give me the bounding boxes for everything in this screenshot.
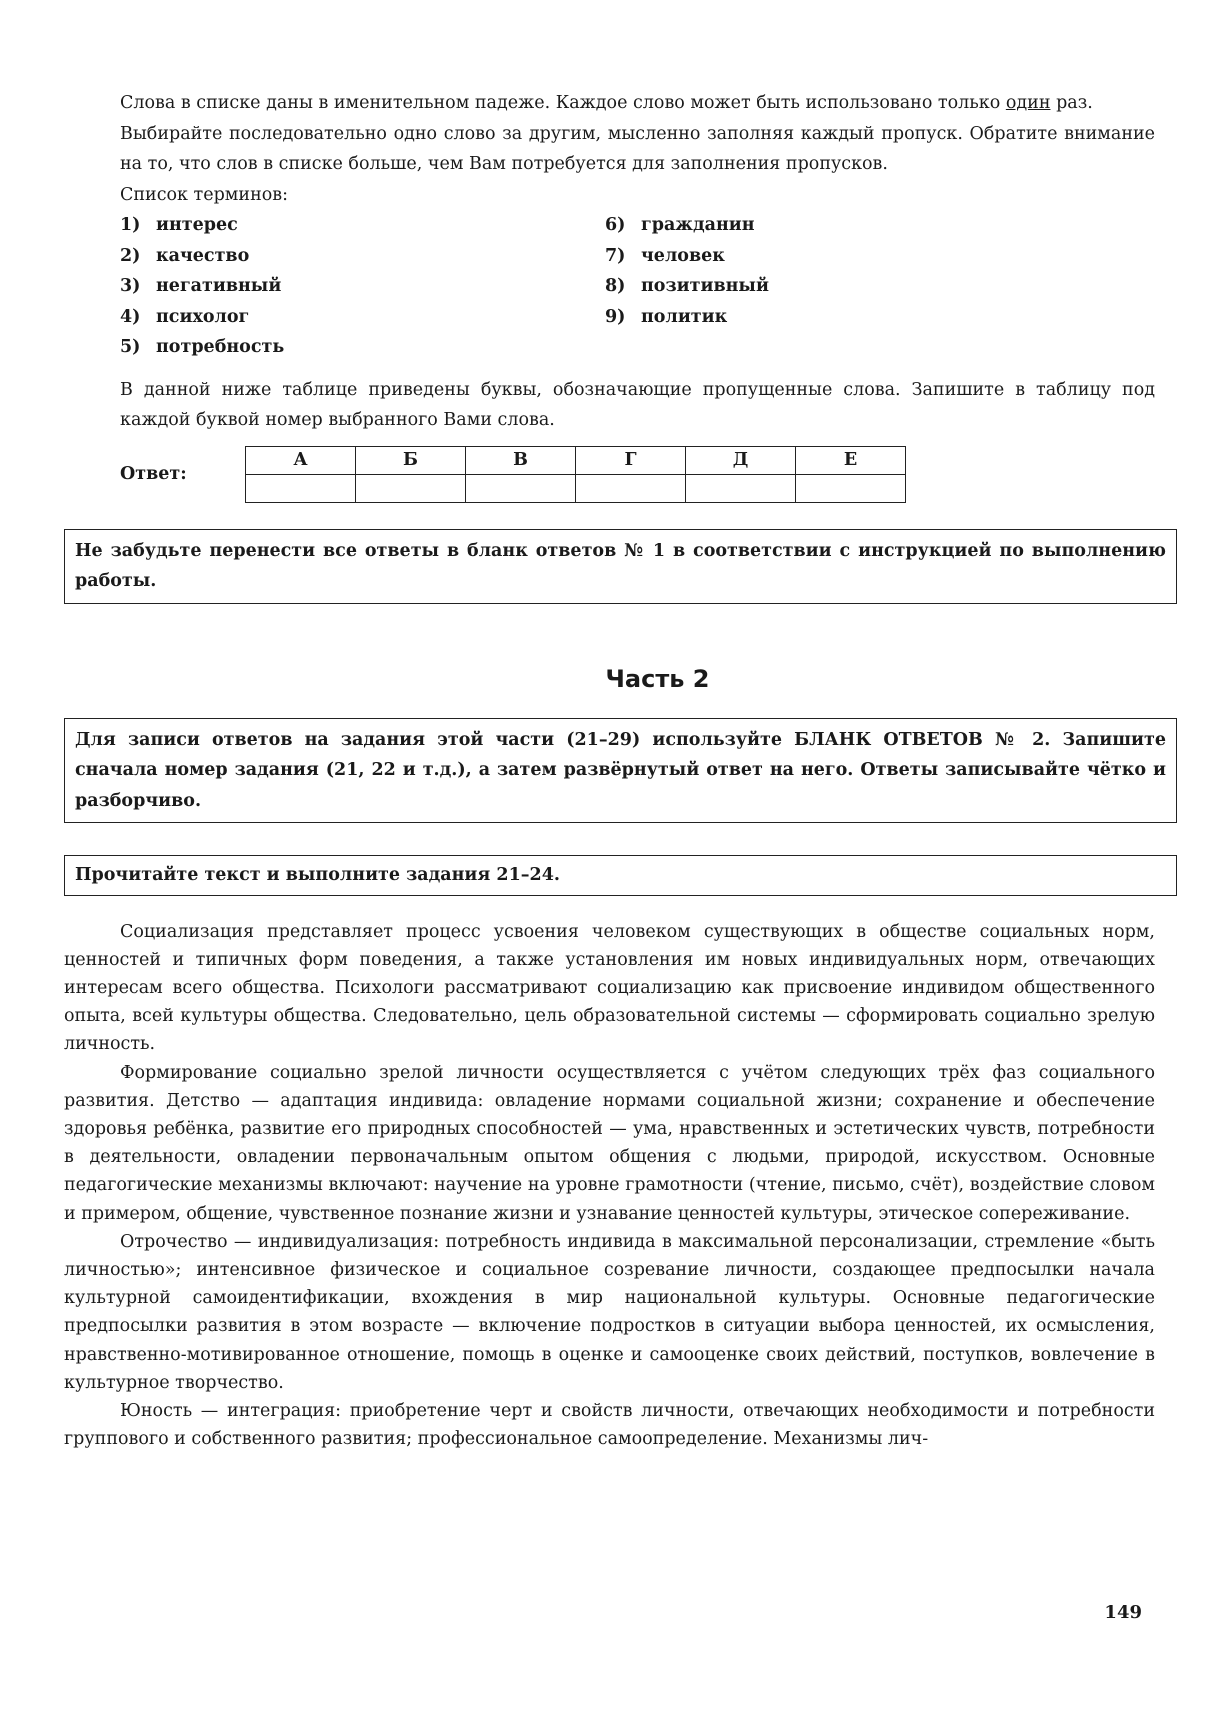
answer-letter: Е [796, 446, 906, 474]
intro-instructions [120, 88, 1155, 210]
underlined-word: один [1005, 93, 1051, 113]
answer-input-row [246, 474, 906, 502]
term-item: 9) политик [605, 306, 728, 327]
answer-cell[interactable] [796, 474, 906, 502]
text-paragraph: Юность — интеграция: приобретение черт и свойств личности, отвечающих необходимости и потребности группового и собственного развития; профессиональное самоопределение. Механизмы лич- [64, 1400, 1155, 1450]
answer-letter: Г [576, 446, 686, 474]
answer-letter: Б [356, 446, 466, 474]
answer-cell[interactable] [246, 474, 356, 502]
term-item: 1) интерес [120, 215, 238, 235]
intro-line-2: Выбирайте последовательно одно слово за другим, мысленно заполняя каждый пропуск. Обратите внимание на то, что слов в списке больше, чем Вам потребуется для заполнения пропусков. [120, 123, 1155, 174]
term-list-title: Список терминов: [120, 184, 289, 205]
table-instruction: В данной ниже таблице приведены буквы, обозначающие пропущенные слова. Запишите в таблицу под каждой буквой номер выбранного Вами слова. [120, 379, 1155, 430]
page-content [64, 88, 1166, 1453]
section-title: Часть 2 [605, 664, 710, 693]
term-list [120, 210, 1155, 363]
answer-cell[interactable] [356, 474, 466, 502]
text-paragraph: Отрочество — индивидуализация: потребность индивида в максимальной персонализации, стремление «быть личностью»; интенсивное физическое и социальное созревание личности, создающее предпосылки начала культурной самоидентификации, вхождения в мир национальной культуры. Основные педагогические предпосылки развития в этом возрасте — включение подростков в ситуации выбора ценностей, их осмысления, нравственно-мотивированное отношение, помощь в оценке и самооценке своих действий, поступков, вовлечение в культурное творчество. [64, 1231, 1155, 1393]
answer-cell[interactable] [466, 474, 576, 502]
term-item: 2) качество [120, 245, 250, 266]
term-item: 5) потребность [120, 337, 285, 357]
page-number: 149 [1104, 1602, 1142, 1623]
read-task-box: Прочитайте текст и выполните задания 21–24. [64, 855, 1177, 896]
answer-letter: В [466, 446, 576, 474]
answer-letter: А [246, 446, 356, 474]
term-item: 6) гражданин [605, 215, 755, 235]
answer-row [120, 446, 1155, 503]
text-paragraph: Социализация представляет процесс усвоения человеком существующих в обществе социальных норм, ценностей и типичных форм поведения, а также установления им новых индивидуальных норм, отвечающих интересам всего общества. Психологи рассматривают социализацию как присвоение индивидом общественного опыта, всей культуры общества. Следовательно, цель образовательной системы — сформировать социально зрелую личность. [64, 921, 1155, 1055]
part2-instruction-box: Для записи ответов на задания этой части (21–29) используйте БЛАНК ОТВЕТОВ № 2. Запишите сначала номер задания (21, 22 и т.д.), а затем развёрнутый ответ на него. Ответы записывайте чётко и разборчиво. [64, 718, 1177, 824]
answer-label: Ответ: [120, 463, 187, 484]
term-item: 7) человек [605, 245, 725, 266]
answer-letter: Д [686, 446, 796, 474]
term-item: 3) негативный [120, 276, 282, 296]
term-item: 4) психолог [120, 306, 250, 327]
answer-cell[interactable] [686, 474, 796, 502]
text-paragraph: Формирование социально зрелой личности осуществляется с учётом следующих трёх фаз социального развития. Детство — адаптация индивида: овладение нормами социальной жизни; сохранение и обеспечение здоровья ребёнка, развитие его природных способностей — ума, нравственных и эстетических чувств, потребности в деятельности, овладении первоначальным опытом общения с людьми, природой, искусством. Основные педагогические механизмы включают: научение на уровне грамотности (чтение, письмо, счёт), воздействие словом и примером, общение, чувственное познание жизни и узнавание ценностей культуры, этическое сопереживание. [64, 1062, 1155, 1224]
answer-table [245, 446, 906, 503]
reminder-box: Не забудьте перенести все ответы в бланк ответов № 1 в соответствии с инструкцией по выполнению работы. [64, 529, 1177, 604]
term-item: 8) позитивный [605, 276, 769, 296]
answer-letters-row [246, 446, 906, 474]
answer-cell[interactable] [576, 474, 686, 502]
intro-line-1: Слова в списке даны в именительном падеже. Каждое слово может быть использовано только один раз. [120, 93, 1093, 113]
reading-text [64, 918, 1155, 1454]
